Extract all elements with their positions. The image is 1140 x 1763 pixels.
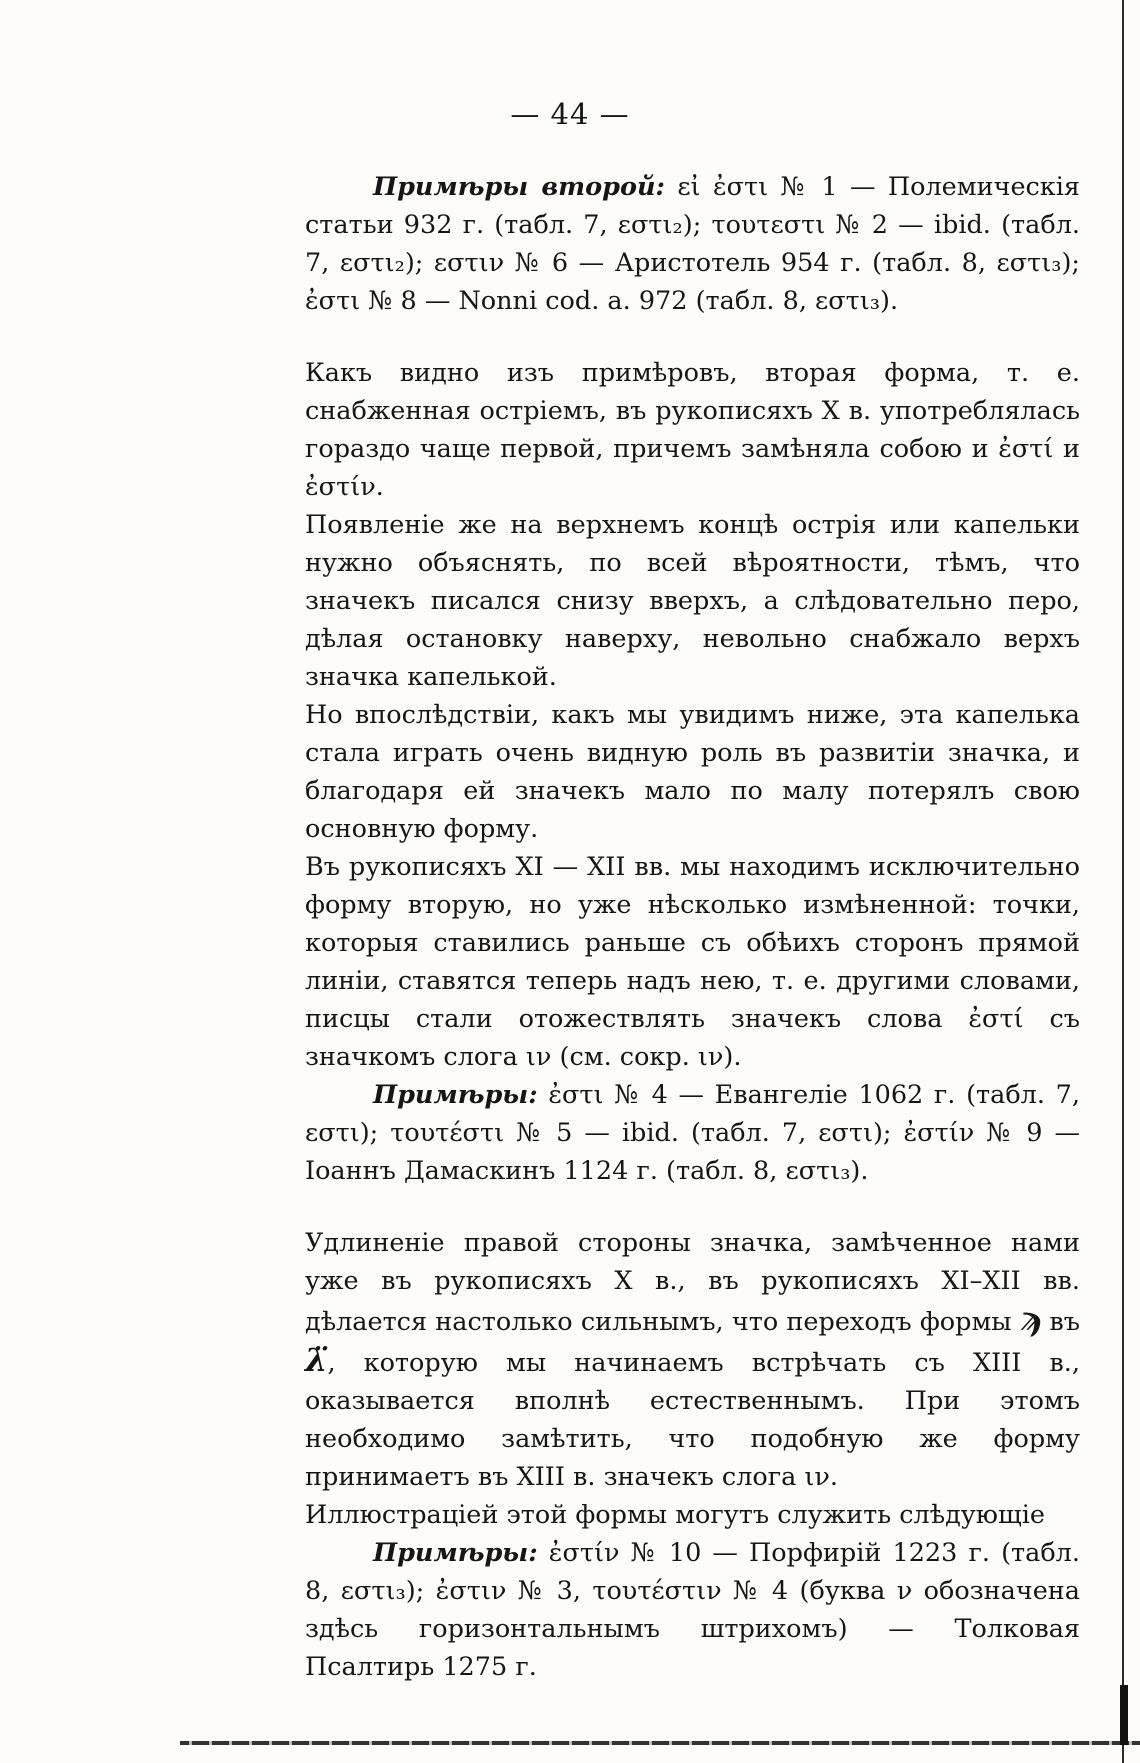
abbreviation-glyph-form-3-icon: λ̈ bbox=[305, 1341, 328, 1379]
paragraph-4: Въ рукописяхъ XI — XII вв. мы находимъ исключительно форму вторую, но уже нѣсколько измѣненной: точки, которыя ставились раньше съ обѣихъ сторонъ прямой линіи, ставятся теперь надъ нею, т. е. другими словами, писцы стали отожествлять значекъ слова ἐστί съ значкомъ слога ιν (см. сокр. ιν). bbox=[305, 852, 1080, 1072]
page-edge-bottom bbox=[180, 1741, 1140, 1745]
examples-text-1: εἰ ἐστι № 1 — Полемическія статьи 932 г. (табл. 7, εστι₂); τουτεστι № 2 — ibid. (табл. 7, εστι₂); εστιν № 6 — Аристотель 954 г. (табл. 8, εστι₃); ἐστι № 8 — Nonni cod. a. 972 (табл. 8, εστι₃). bbox=[305, 172, 1080, 316]
examples-block-1 bbox=[305, 168, 1080, 320]
paragraph-6: Иллюстраціей этой формы могутъ служить слѣдующіе bbox=[305, 1500, 1045, 1530]
examples-label-3: Примѣры: bbox=[373, 1538, 538, 1568]
examples-text-3: ἐστίν № 10 — Порфирій 1223 г. (табл. 8, εστι₃); ἐστιν № 3, τουτέστιν № 4 (буква ν обозначена здѣсь горизонтальнымъ штрихомъ) — Толковая Псалтирь 1275 г. bbox=[305, 1538, 1080, 1682]
paragraph-1: Какъ видно изъ примѣровъ, вторая форма, т. е. снабженная остріемъ, въ рукописяхъ X в. употреблялась гораздо чаще первой, причемъ замѣняла собою и ἐστί и ἐστίν. bbox=[305, 358, 1080, 502]
examples-label-2: Примѣры: bbox=[373, 1080, 538, 1110]
examples-block-2 bbox=[305, 1076, 1080, 1190]
examples-text-2: ἐστι № 4 — Евангеліе 1062 г. (табл. 7, εστι); τουτέστι № 5 — ibid. (табл. 7, εστι); ἐστίν № 9 — Іоаннъ Дамаскинъ 1124 г. (табл. 8, εστι₃). bbox=[305, 1080, 1080, 1186]
paragraph-5: Удлиненіе правой стороны значка, замѣченное нами уже въ рукописяхъ X в., въ рукописяхъ XI–XII вв. дѣлается настолько сильнымъ, что переходъ формы ϡ въ λ̈, которую мы начинаемъ встрѣчать съ XIII в., оказывается вполнѣ естественнымъ. При этомъ необходимо замѣтить, что подобную же форму принимаетъ въ XIII в. значекъ слога ιν. bbox=[305, 1228, 1080, 1492]
examples-label-1: Примѣры второй: bbox=[373, 172, 665, 202]
abbreviation-glyph-form-2-icon: ϡ bbox=[1019, 1300, 1042, 1338]
paragraph-2: Появленіе же на верхнемъ концѣ острія или капельки нужно объяснять, по всей вѣроятности, тѣмъ, что значекъ писался снизу вверхъ, а слѣдовательно перо, дѣлая остановку наверху, невольно снабжало верхъ значка капелькой. bbox=[305, 510, 1080, 692]
page-number: — 44 — bbox=[510, 97, 630, 131]
examples-block-3 bbox=[305, 1534, 1080, 1686]
page-edge-corner bbox=[1120, 1685, 1128, 1745]
paragraph-3: Но впослѣдствіи, какъ мы увидимъ ниже, эта капелька стала играть очень видную роль въ развитіи значка, и благодаря ей значекъ мало по малу потерялъ свою основную форму. bbox=[305, 700, 1080, 844]
page-edge-right bbox=[1122, 0, 1124, 1763]
body-text bbox=[305, 168, 1080, 1686]
